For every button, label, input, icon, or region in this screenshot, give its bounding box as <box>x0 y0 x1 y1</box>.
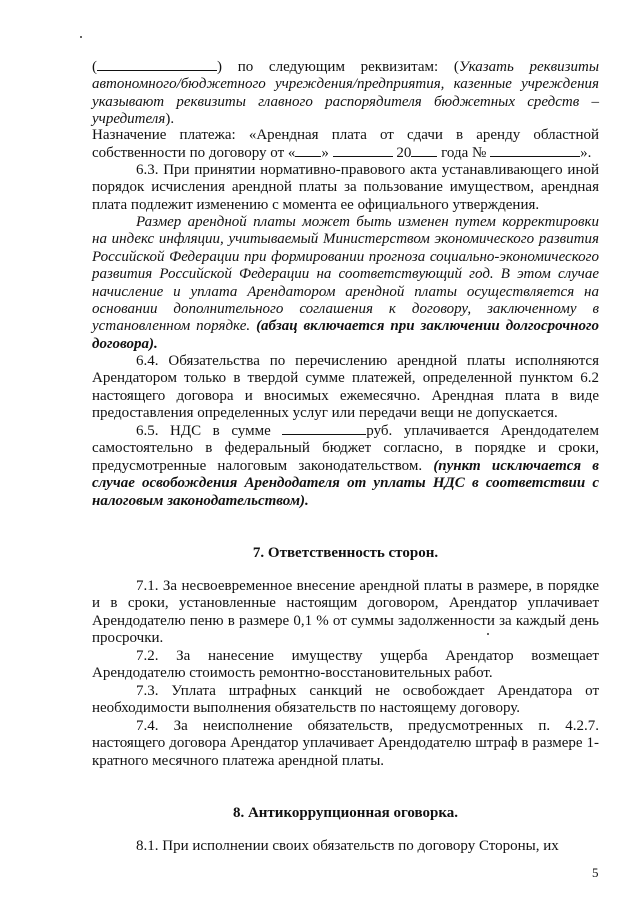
section-7-title: 7. Ответственность сторон. <box>252 545 439 561</box>
clause-6-3: 6.3. При принятии нормативно-правового акта устанавливающего иной порядок исчисления арендной платы за пользование имуществом, арендная плата подлежит изменению с момента ее официального утверждения. <box>92 162 599 213</box>
payment-purpose: Назначение платежа: «Арендная плата от сдачи в аренду областной собственности по договору от « » 20 года № ». <box>92 127 599 162</box>
clause-7-3: 7.3. Уплата штрафных санкций не освобождает Арендатора от необходимости выполнения обязательств по настоящему договору. <box>92 683 599 717</box>
requisites-end: ). <box>165 111 175 128</box>
clause-7-1: 7.1. За несвоевременное внесение арендной платы в размере, в порядке и в сроки, установленные настоящим договором, Арендатор уплачивает Арендодателю пеню в размере 0,1 % от суммы задолженности за каждый день просрочки. <box>92 578 599 647</box>
requisites-text: ) по следующим реквизитам: ( <box>217 59 459 75</box>
blank-year <box>411 144 437 157</box>
clause-6-4: 6.4. Обязательства по перечислению арендной платы исполняются Арендатором только в твердой сумме платежей, определенной пунктом 6.2 настоящего договора и вносимых ежемесячно. Арендная плата в виде предоставления определенных услуг или передачи вещи не допускается. <box>92 353 599 422</box>
page-number: 5 <box>592 865 599 880</box>
blank-number <box>490 144 580 157</box>
blank-day <box>295 144 321 157</box>
vat-exemption-note: (пункт исключается в случае освобождения Арендодателя от уплаты НДС в соответствии с налоговым законодательством). <box>92 457 599 509</box>
long-term-contract-note: (абзац включается при заключении долгосрочного договора). <box>92 318 600 352</box>
clause-7-4: 7.4. За неисполнение обязательств, предусмотренных п. 4.2.7. настоящего договора Арендатор уплачивает Арендодателю штраф в размере 1-кратного месячного платежа арендной платы. <box>92 718 599 769</box>
section-8-title: 8. Антикоррупционная оговорка. <box>232 805 459 821</box>
requisites-paragraph <box>92 58 599 129</box>
scan-speck <box>487 633 489 635</box>
clause-7-2: 7.2. За нанесение имуществу ущерба Арендатор возмещает Арендодателю стоимость ремонтно-восстановительных работ. <box>92 648 599 682</box>
clause-6-3-inflation-note: Размер арендной платы может быть изменен путем корректировки на индекс инфляции, учитываемый Министерством экономического развития Российской Федерации при формировании прогноза социально-экономического развития Российской Федерации на соответствующий год. В этом случае начисление и уплата Арендатором арендной платы осуществляется на основании дополнительного соглашения к договору, заключенному в установленном порядке. (абзац включается при заключении долгосрочного договора). <box>92 214 600 352</box>
open-paren: ( <box>92 59 97 75</box>
requisites-italic-note: Указать реквизиты автономного/бюджетного учреждения/предприятия, казенные учреждения указывают реквизиты главного распорядителя бюджетных средств – учредителя <box>92 59 600 128</box>
blank-month <box>333 144 393 157</box>
clause-8-1: 8.1. При исполнении своих обязательств по договору Стороны, их <box>136 838 559 854</box>
scan-speck <box>80 36 82 38</box>
blank-vat-amount <box>282 422 366 435</box>
blank-line <box>97 58 217 71</box>
clause-6-5: 6.5. НДС в сумме руб. уплачивается Арендодателем самостоятельно в федеральный бюджет согласно, в порядке и сроки, предусмотренные налоговым законодательством. (пункт исключается в случае освобождения Арендодателя от уплаты НДС в соответствии с налоговым законодательством). <box>92 423 600 509</box>
